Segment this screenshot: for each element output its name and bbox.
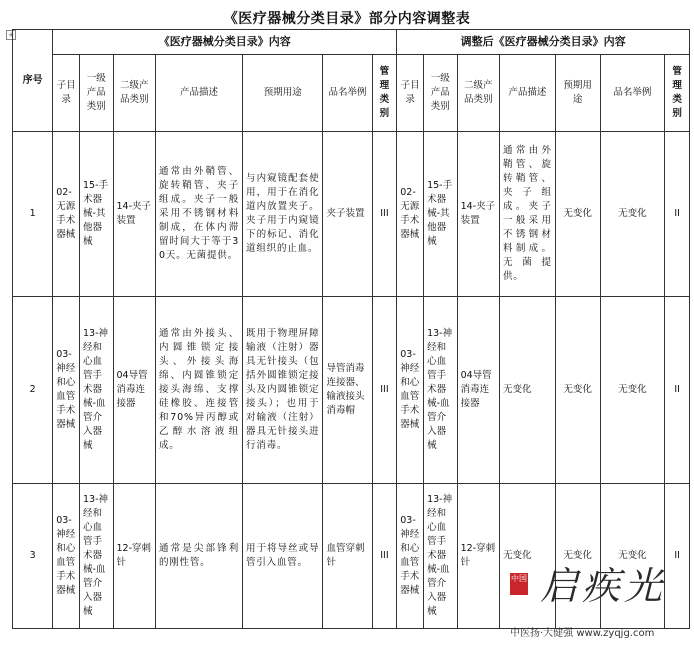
cell-adj-examples: 无变化 [600,484,665,629]
cell-examples: 导管消毒连接器、输液接头消毒帽 [323,297,372,484]
cell-level1: 13-神经和心血管手术器械-血管介入器械 [80,297,114,484]
adj-col-class: 管理类别 [665,55,690,132]
cell-class: III [372,297,397,484]
row-seq: 3 [13,484,53,629]
cell-desc: 通常由外接头、内圆锥锁定接头、外接头海绵、内圆锥锁定接头海绵、支撑硅橡胶、连接管和70%异丙醇或乙醇水溶液组成。 [155,297,242,484]
cell-adj-desc: 无变化 [500,297,556,484]
cell-adj-level1: 15-手术器械-其他器械 [424,132,458,297]
cell-adj-level1: 13-神经和心血管手术器械-血管介入器械 [424,484,458,629]
column-header-row [13,55,690,132]
adj-col-subdir: 子目录 [397,55,424,132]
table-row [13,297,690,484]
orig-col-subdir: 子目录 [53,55,80,132]
watermark-seal: 中国 [510,573,528,595]
cell-subdir: 03-神经和心血管手术器械 [53,297,80,484]
cell-examples: 夹子装置 [323,132,372,297]
cell-adj-subdir: 03-神经和心血管手术器械 [397,484,424,629]
row-seq: 2 [13,297,53,484]
cell-desc: 通常是尖部锋利的刚性管。 [155,484,242,629]
cell-use: 既用于物理屏障输液（注射）器具无针接头（包括外圆锥锁定接头及内圆锥锁定接头）；也用于对输液（注射）器具无针接头进行消毒。 [243,297,323,484]
orig-col-level2: 二级产品类别 [113,55,155,132]
adjustment-table [12,29,690,629]
adj-col-use: 预期用途 [555,55,600,132]
cell-class: III [372,484,397,629]
cell-use: 与内窥镜配套使用，用于在消化道内放置夹子。夹子用于内窥镜下的标记、消化道组织的止血。 [243,132,323,297]
orig-col-level1: 一级产品类别 [80,55,114,132]
orig-col-use: 预期用途 [243,55,323,132]
adjusted-group-header: 调整后《医疗器械分类目录》内容 [397,30,690,55]
adj-col-level2: 二级产品类别 [457,55,499,132]
original-group-header: 《医疗器械分类目录》内容 [53,30,397,55]
cell-adj-level2: 04导管消毒连接器 [457,297,499,484]
table-anchor-icon[interactable]: + [6,30,16,40]
seq-header: 序号 [13,30,53,132]
orig-col-desc: 产品描述 [155,55,242,132]
cell-subdir: 03-神经和心血管手术器械 [53,484,80,629]
adj-col-desc: 产品描述 [500,55,556,132]
cell-adj-level2: 12-穿刺针 [457,484,499,629]
cell-level1: 13-神经和心血管手术器械-血管介入器械 [80,484,114,629]
cell-adj-level2: 14-夹子装置 [457,132,499,297]
cell-adj-desc: 无变化 [500,484,556,629]
cell-adj-class: II [665,484,690,629]
row-seq: 1 [13,132,53,297]
cell-level1: 15-手术器械-其他器械 [80,132,114,297]
cell-class: III [372,132,397,297]
orig-col-class: 管理类别 [372,55,397,132]
cell-adj-examples: 无变化 [600,297,665,484]
watermark-brand: 启疾光 [540,564,667,608]
cell-adj-subdir: 02-无源手术器械 [397,132,424,297]
cell-adj-use: 无变化 [555,132,600,297]
cell-adj-subdir: 03-神经和心血管手术器械 [397,297,424,484]
cell-level2: 04导管消毒连接器 [113,297,155,484]
cell-adj-examples: 无变化 [600,132,665,297]
group-header-row [13,30,690,55]
table-row [13,132,690,297]
orig-col-examples: 品名举例 [323,55,372,132]
cell-adj-class: II [665,132,690,297]
cell-desc: 通常由外鞘管、旋转鞘管、夹子组成。夹子一般采用不锈钢材料制成，在体内滞留时间大于等于30天。无菌提供。 [155,132,242,297]
page-title: 《医疗器械分类目录》部分内容调整表 [223,11,471,27]
cell-adj-class: II [665,297,690,484]
watermark-footer: 中医扬·大健强 www.zyqjg.com [510,628,655,639]
adj-col-level1: 一级产品类别 [424,55,458,132]
adj-col-examples: 品名举例 [600,55,665,132]
cell-subdir: 02-无源手术器械 [53,132,80,297]
cell-adj-use: 无变化 [555,484,600,629]
cell-adj-desc: 通常由外鞘管、旋转鞘管、夹子组成。夹子一般采用不锈钢材料制成。无菌提供。 [500,132,556,297]
cell-examples: 血管穿刺针 [323,484,372,629]
cell-level2: 14-夹子装置 [113,132,155,297]
cell-use: 用于将导丝或导管引入血管。 [243,484,323,629]
cell-level2: 12-穿刺针 [113,484,155,629]
cell-adj-use: 无变化 [555,297,600,484]
cell-adj-level1: 13-神经和心血管手术器械-血管介入器械 [424,297,458,484]
